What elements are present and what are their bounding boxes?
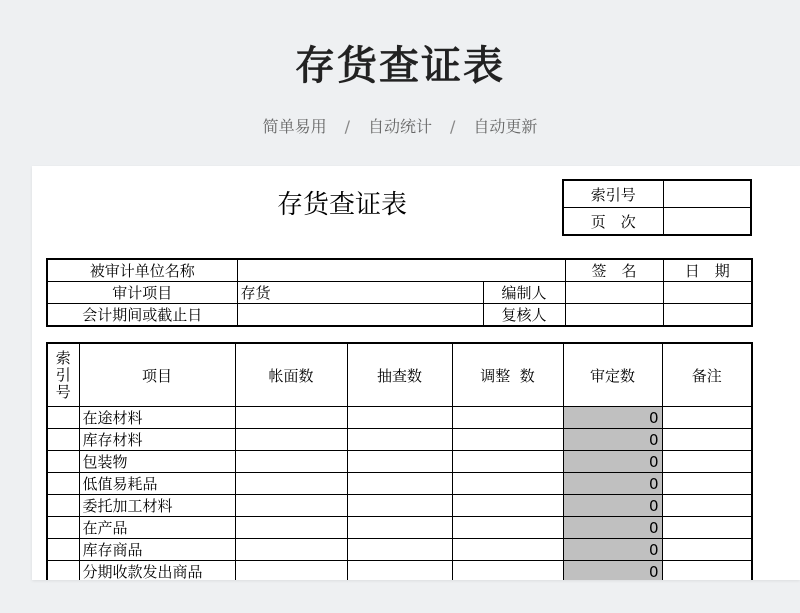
remark-cell[interactable] (662, 429, 752, 451)
item-cell[interactable]: 低值易耗品 (79, 473, 235, 495)
col-header-index (47, 343, 79, 407)
sample-cell[interactable] (347, 517, 452, 539)
remark-cell[interactable] (662, 561, 752, 581)
book-cell[interactable] (235, 473, 347, 495)
sample-cell[interactable] (347, 473, 452, 495)
table-row (47, 473, 752, 495)
index-number-label: 索引号 (563, 180, 663, 208)
date-label: 日 期 (663, 259, 752, 282)
item-cell[interactable]: 在产品 (79, 517, 235, 539)
period-label: 会计期间或截止日 (47, 304, 237, 327)
audit-item-cell[interactable]: 存货 (237, 282, 483, 304)
index-cell[interactable] (47, 451, 79, 473)
remark-cell[interactable] (662, 451, 752, 473)
prepared-by-label: 编制人 (483, 282, 565, 304)
audited-cell[interactable]: 0 (563, 517, 662, 539)
inventory-detail-table (46, 342, 753, 580)
sample-cell[interactable] (347, 451, 452, 473)
table-row (47, 561, 752, 581)
item-cell[interactable]: 委托加工材料 (79, 495, 235, 517)
book-cell[interactable] (235, 539, 347, 561)
index-char: 引 (55, 365, 71, 384)
adjust-cell[interactable] (452, 539, 563, 561)
audited-cell[interactable]: 0 (563, 451, 662, 473)
sample-cell[interactable] (347, 407, 452, 429)
audited-cell[interactable]: 0 (563, 407, 662, 429)
item-cell[interactable]: 库存材料 (79, 429, 235, 451)
index-cell[interactable] (47, 473, 79, 495)
prepared-signature-cell[interactable] (565, 282, 663, 304)
reviewed-signature-cell[interactable] (565, 304, 663, 327)
remark-cell[interactable] (662, 473, 752, 495)
index-cell[interactable] (47, 495, 79, 517)
index-cell[interactable] (47, 407, 79, 429)
adjust-cell[interactable] (452, 473, 563, 495)
spreadsheet-sheet (32, 166, 800, 580)
separator: / (344, 117, 350, 136)
remark-cell[interactable] (662, 407, 752, 429)
table-row (47, 539, 752, 561)
sample-cell[interactable] (347, 429, 452, 451)
audit-info-table (46, 258, 753, 327)
table-row (47, 429, 752, 451)
feature-auto-stats: 自动统计 (367, 117, 432, 136)
audited-cell[interactable]: 0 (563, 429, 662, 451)
adjust-cell[interactable] (452, 495, 563, 517)
table-row (47, 451, 752, 473)
audit-item-label: 审计项目 (47, 282, 237, 304)
index-cell[interactable] (47, 561, 79, 581)
audited-cell[interactable]: 0 (563, 561, 662, 581)
sample-cell[interactable] (347, 539, 452, 561)
book-cell[interactable] (235, 495, 347, 517)
remark-cell[interactable] (662, 517, 752, 539)
book-cell[interactable] (235, 451, 347, 473)
index-char: 索 (55, 348, 71, 367)
sample-cell[interactable] (347, 561, 452, 581)
index-char: 号 (55, 382, 71, 401)
index-cell[interactable] (47, 429, 79, 451)
feature-auto-update: 自动更新 (473, 117, 538, 136)
period-cell[interactable] (237, 304, 483, 327)
table-row (47, 407, 752, 429)
book-cell[interactable] (235, 407, 347, 429)
reviewed-by-label: 复核人 (483, 304, 565, 327)
col-header-sample: 抽查数 (347, 343, 452, 407)
remark-cell[interactable] (662, 495, 752, 517)
adjust-cell[interactable] (452, 451, 563, 473)
index-box (562, 179, 752, 236)
feature-tagline (0, 114, 800, 137)
adjust-cell[interactable] (452, 561, 563, 581)
col-header-audited: 审定数 (563, 343, 662, 407)
page-cell[interactable] (663, 208, 751, 236)
item-cell[interactable]: 包装物 (79, 451, 235, 473)
book-cell[interactable] (235, 517, 347, 539)
item-cell[interactable]: 在途材料 (79, 407, 235, 429)
remark-cell[interactable] (662, 539, 752, 561)
page-title: 存货查证表 (295, 43, 505, 89)
book-cell[interactable] (235, 561, 347, 581)
col-header-remark: 备注 (662, 343, 752, 407)
col-header-book: 帐面数 (235, 343, 347, 407)
audited-unit-cell[interactable] (237, 259, 565, 282)
prepared-date-cell[interactable] (663, 282, 752, 304)
col-header-item: 项目 (79, 343, 235, 407)
index-cell[interactable] (47, 517, 79, 539)
table-row (47, 517, 752, 539)
index-number-cell[interactable] (663, 180, 751, 208)
reviewed-date-cell[interactable] (663, 304, 752, 327)
audited-unit-label: 被审计单位名称 (47, 259, 237, 282)
book-cell[interactable] (235, 429, 347, 451)
separator: / (450, 117, 456, 136)
audited-cell[interactable]: 0 (563, 495, 662, 517)
item-cell[interactable]: 分期收款发出商品 (79, 561, 235, 581)
col-header-adjust: 调整 数 (452, 343, 563, 407)
item-cell[interactable]: 库存商品 (79, 539, 235, 561)
page-label: 页 次 (563, 208, 663, 236)
table-row (47, 495, 752, 517)
index-cell[interactable] (47, 539, 79, 561)
sample-cell[interactable] (347, 495, 452, 517)
adjust-cell[interactable] (452, 429, 563, 451)
sheet-title: 存货查证表 (276, 190, 407, 220)
feature-easy: 简单易用 (262, 117, 327, 136)
adjust-cell[interactable] (452, 517, 563, 539)
adjust-cell[interactable] (452, 407, 563, 429)
audited-cell[interactable]: 0 (563, 539, 662, 561)
signature-label: 签 名 (565, 259, 663, 282)
audited-cell[interactable]: 0 (563, 473, 662, 495)
